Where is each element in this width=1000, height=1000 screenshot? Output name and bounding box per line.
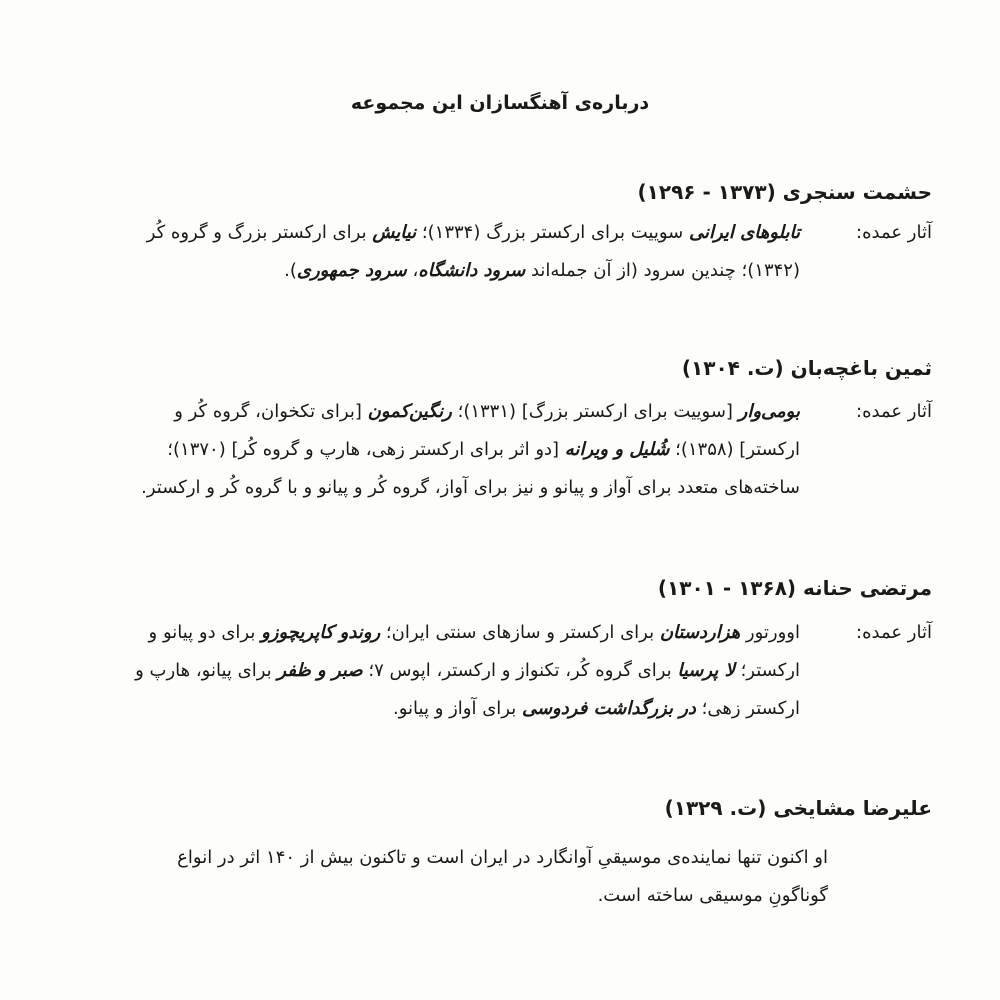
works-label: آثار عمده:	[856, 401, 932, 422]
works-3	[70, 614, 932, 728]
works-line	[70, 652, 800, 690]
works-text: برای ارکستر و سازهای سنتی ایران؛	[380, 622, 660, 643]
work-title: هزاردستان	[659, 622, 741, 643]
work-title: سرود دانشگاه	[418, 260, 526, 281]
works-label: آثار عمده:	[856, 622, 932, 643]
works-line	[70, 252, 800, 290]
work-title: صبر و ظفر	[277, 660, 363, 681]
work-title: روندو کاپریچوزو	[261, 622, 381, 643]
bio-line: گوناگونِ موسیقی ساخته است.	[597, 885, 828, 906]
work-title: نیایش	[372, 222, 417, 243]
bio-4	[70, 839, 828, 915]
works-text: ).	[284, 260, 297, 281]
works-text: برای آواز و پیانو.	[393, 698, 522, 719]
works-line	[70, 614, 800, 652]
works-label: آثار عمده:	[856, 222, 932, 243]
works-2	[70, 393, 932, 507]
work-title: رنگین‌کمون	[367, 401, 452, 422]
work-title: سرود جمهوری	[296, 260, 407, 281]
composer-name-2: ثمین باغچه‌بان (ت. ۱۳۰۴)	[681, 356, 932, 380]
works-text: ،	[406, 260, 419, 281]
works-text: ارکستر؛	[734, 660, 800, 681]
works-line	[70, 690, 800, 728]
works-1	[70, 214, 932, 290]
works-text: [برای تکخوان، گروه کُر و	[174, 401, 368, 422]
works-text: [دو اثر برای ارکستر زهی، هارپ و گروه کُر] (۱۳۷۰)؛	[167, 439, 565, 460]
work-title: لا پرسیا	[677, 660, 735, 681]
works-text: برای گروه کُر، تکنواز و ارکستر، اپوس ۷؛	[362, 660, 678, 681]
works-text: اوورتور	[740, 622, 800, 643]
works-line	[70, 469, 800, 507]
works-text: ارکستر زهی؛	[695, 698, 800, 719]
works-text: ساخته‌های متعدد برای آواز و پیانو و نیز برای آواز، گروه کُر و پیانو و با گروه کُر و ارکستر.	[141, 477, 800, 498]
works-text: سوییت برای ارکستر بزرگ (۱۳۳۴)؛	[416, 222, 689, 243]
work-title: بومی‌وار	[738, 401, 800, 422]
composer-name-1: حشمت سنجری (۱۳۷۳ - ۱۲۹۶)	[637, 180, 932, 204]
composer-name-3: مرتضی حنانه (۱۳۶۸ - ۱۳۰۱)	[657, 576, 932, 600]
works-text: ارکستر] (۱۳۵۸)؛	[669, 439, 800, 460]
composer-name-4: علیرضا مشایخی (ت. ۱۳۲۹)	[664, 796, 932, 820]
works-text: برای دو پیانو و	[148, 622, 262, 643]
works-line	[70, 431, 800, 469]
page-title: درباره‌ی آهنگسازان این مجموعه	[350, 92, 650, 114]
works-text: برای پیانو، هارپ و	[135, 660, 278, 681]
work-title: در بزرگداشت فردوسی	[521, 698, 696, 719]
work-title: شُلیل و ویرانه	[564, 439, 670, 460]
works-text: [سوییت برای ارکستر بزرگ] (۱۳۳۱)؛	[451, 401, 739, 422]
works-line	[70, 214, 800, 252]
works-line	[70, 393, 800, 431]
bio-line: او اکنون تنها نماینده‌ی موسیقیِ آوانگارد در ایران است و تاکنون بیش از ۱۴۰ اثر در انواع	[177, 847, 828, 868]
works-text: (۱۳۴۲)؛ چندین سرود (از آن جمله‌اند	[525, 260, 800, 281]
work-title: تابلوهای ایرانی	[688, 222, 800, 243]
works-text: برای ارکستر بزرگ و گروه کُر	[146, 222, 373, 243]
